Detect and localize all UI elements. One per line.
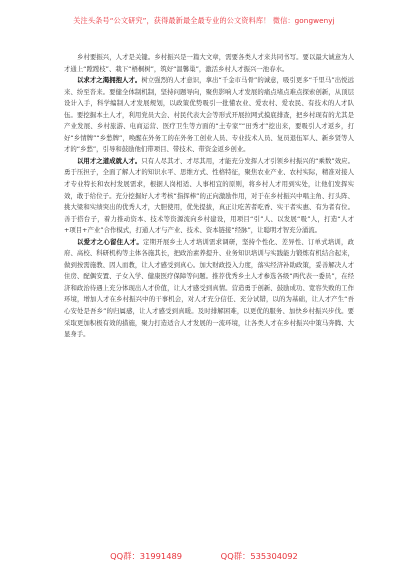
paragraph-seek-talent	[64, 75, 354, 156]
paragraph-text: 树立强烈的人才意识，拿出“千金市马骨”的诚意，吸引更多“千里马”出悦远来、纷至沓来。要健全体制机制，坚持问题导向，聚焦影响人才发展的痛点堵点难点探索创新，从顶层设计入手，科学编制人才发展规划，以政策优势吸引一批懂农业、爱农村、爱农民、有技术的人才队伍。要挖掘本土人才，利用党员大会、村民代表大会等形式开展拉网式摸底排查，把乡村现有的尤其是产业发展、乡村旅游、电商运营、医疗卫生等方面的“土专家”“田秀才”挖出来，要吸引人才返乡，打好“乡情牌”“乡愁牌”，唤醒在外务工的在外务工创业人员、专业技术人员、复员退伍军人、新乡贤等人才的“乡愁”，引导和鼓励他们带项目、带技术、带资金返乡创业。	[64, 76, 355, 154]
paragraph-text: 只有人尽其才、才尽其用，才能充分发挥人才引领乡村振兴的“乘数”效应。勇于压担子，全面了解人才的知识水平、思维方式、性格特征，聚焦农业产业、农村实际，精准对接人才专业特长和农村发展需求，根据人岗相适、人事相宜的原则，将乡村人才用到实处，让他们发挥实效，敢于给位子。充分挖掘好人才考核“指挥棒”的正向激励作用，对于在乡村振兴中唱主角、打头阵、挑大梁和实绩突出的优秀人才，大胆使用，优先提拔，真正让吃苦者吃香、实干者实惠、有为者有位。善于搭台子，着力推动资本、技术等资源流向乡村建设，用项目“引”人、以发展“吸”人，打造“人才+项目+产业”合作模式，打通人才与产业、技术、资本链接“经脉”，让聪明才智充分涌流。	[64, 156, 355, 235]
qq-group-1: QQ群：31991489	[110, 551, 183, 561]
paragraph-lead: 以爱才之心留住人才。	[77, 237, 144, 246]
qq-group-2: QQ群：535304092	[220, 551, 298, 561]
paragraph-text: 定期开展乡土人才培训需求调研，坚持个性化、差异性、订单式培训，政府、高校、科研机构等主体各施其长，把政治素养提升、业务知识培训与实践能力锻炼有机结合起来，做到按需施教、因人而教，让人才感受到真心。加大财政投入力度，落实经济补助政策，妥善解决人才住房、配偶安置、子女入学、健康医疗保障等问题。推荐优秀乡土人才参选各级“两代表一委员”，在经济和政治待遇上充分体现出人才价值，让人才感受到真情。营造勇于创新、鼓励成功、宽容失败的工作环境，增加人才在乡村振兴中的干事机会，对人才充分信任、充分试错，以的为基础，让人才产生“吾心安处是吾乡”的归属感，让人才感受到真暖。及时排解困难，以更优的服务、加快乡村振兴步伐。要采取更加积极有效的措施，聚力打造适合人才发展的一流环境，让各类人才在乡村振兴中策马奔腾、大显身手。	[64, 237, 355, 339]
paragraph-text: 乡村要振兴，人才是关键。乡村振兴是一篇大文章，需要各类人才来共同书写。要以最大诚意为人才通上“蹚蹚枝”、栽下“梧桐树”，筑好“温馨巢”，激活乡村人才振兴一池春水。	[64, 53, 354, 73]
paragraph-lead: 以求才之渴拥抱人才。	[77, 76, 142, 85]
paragraph-intro	[64, 52, 354, 75]
promo-header: 关注头条号“公文研究”，获得最新最全最专业的公文资料库！ 微信：gongwenyj	[73, 16, 335, 25]
article-body	[64, 52, 354, 341]
paragraph-retain-talent	[64, 237, 354, 341]
contact-footer	[0, 550, 408, 562]
paragraph-use-talent	[64, 156, 354, 237]
paragraph-lead: 以用才之道成就人才。	[77, 156, 142, 165]
